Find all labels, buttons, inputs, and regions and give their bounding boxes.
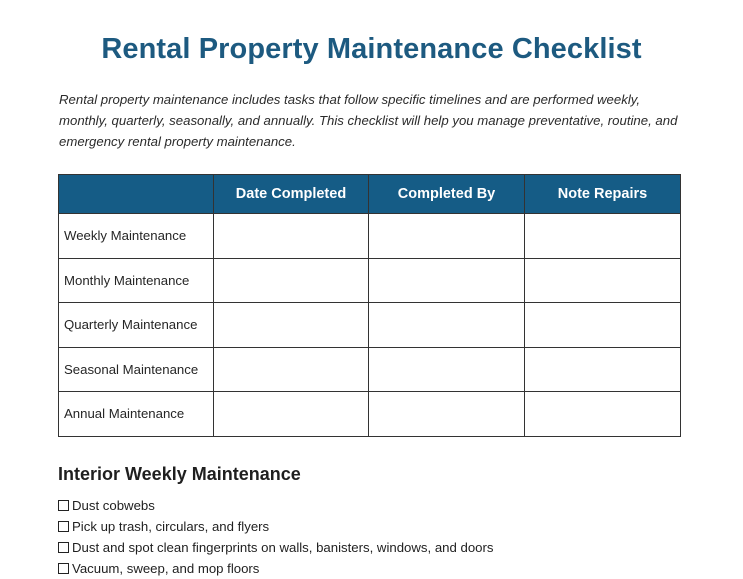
row-label: Seasonal Maintenance xyxy=(59,347,214,392)
table-row xyxy=(59,347,681,392)
table-row xyxy=(59,392,681,437)
row-label: Monthly Maintenance xyxy=(59,258,214,303)
checklist-item-label: Vacuum, sweep, and mop floors xyxy=(72,561,260,576)
table-header-row xyxy=(59,175,681,214)
row-label: Annual Maintenance xyxy=(59,392,214,437)
checklist-item-label: Dust cobwebs xyxy=(72,498,155,513)
checkbox[interactable] xyxy=(58,521,69,532)
interior-weekly-checklist xyxy=(58,495,494,579)
table-row xyxy=(59,258,681,303)
list-item xyxy=(58,537,494,558)
completed-by-cell[interactable] xyxy=(369,303,525,348)
header-completed-by: Completed By xyxy=(369,175,525,214)
note-repairs-cell[interactable] xyxy=(525,347,681,392)
maintenance-table xyxy=(58,174,681,437)
completed-by-cell[interactable] xyxy=(369,392,525,437)
checkbox[interactable] xyxy=(58,542,69,553)
note-repairs-cell[interactable] xyxy=(525,214,681,259)
completed-by-cell[interactable] xyxy=(369,214,525,259)
table-row xyxy=(59,214,681,259)
checklist-item-label: Pick up trash, circulars, and flyers xyxy=(72,519,270,534)
list-item xyxy=(58,516,494,537)
note-repairs-cell[interactable] xyxy=(525,258,681,303)
list-item xyxy=(58,495,494,516)
completed-by-cell[interactable] xyxy=(369,258,525,303)
section-heading-interior-weekly: Interior Weekly Maintenance xyxy=(58,464,301,484)
note-repairs-cell[interactable] xyxy=(525,303,681,348)
page-title: Rental Property Maintenance Checklist xyxy=(101,33,642,65)
header-date-completed: Date Completed xyxy=(214,175,369,214)
checklist-item-label: Dust and spot clean fingerprints on walls, banisters, windows, and doors xyxy=(72,540,494,555)
date-completed-cell[interactable] xyxy=(214,392,369,437)
row-label: Weekly Maintenance xyxy=(59,214,214,259)
date-completed-cell[interactable] xyxy=(214,303,369,348)
table-row xyxy=(59,303,681,348)
date-completed-cell[interactable] xyxy=(214,214,369,259)
list-item xyxy=(58,558,494,579)
date-completed-cell[interactable] xyxy=(214,258,369,303)
checkbox[interactable] xyxy=(58,500,69,511)
intro-paragraph: Rental property maintenance includes tasks that follow specific timelines and are performed weekly, monthly, quarterly, seasonally, and annually. This checklist will help you manage preventative, routine, and emergency rental property maintenance. xyxy=(59,92,678,149)
checkbox[interactable] xyxy=(58,563,69,574)
completed-by-cell[interactable] xyxy=(369,347,525,392)
header-note-repairs: Note Repairs xyxy=(525,175,681,214)
header-corner-cell xyxy=(59,175,214,214)
note-repairs-cell[interactable] xyxy=(525,392,681,437)
date-completed-cell[interactable] xyxy=(214,347,369,392)
row-label: Quarterly Maintenance xyxy=(59,303,214,348)
